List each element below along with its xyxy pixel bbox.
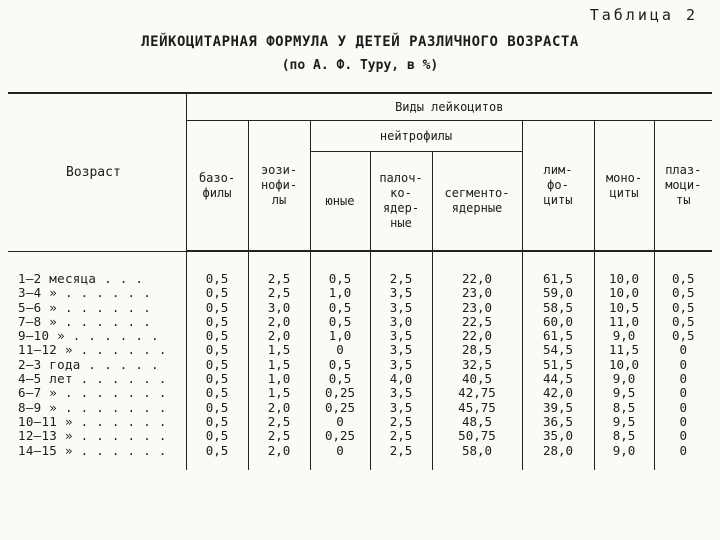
cell-band: 2,5 bbox=[370, 415, 432, 429]
cell-eosinophils: 2,5 bbox=[248, 286, 310, 300]
cell-age: 8—9 » . . . . . . . bbox=[18, 399, 167, 415]
table-subtitle: (по А. Ф. Туру, в %) bbox=[281, 58, 439, 73]
cell-segmented: 40,5 bbox=[432, 372, 522, 386]
cell-basophils: 0,5 bbox=[186, 315, 248, 329]
cell-monocytes: 11,0 bbox=[594, 315, 654, 329]
cell-young: 0,5 bbox=[310, 251, 370, 286]
cell-young: 1,0 bbox=[310, 329, 370, 343]
cell-lymphocytes: 35,0 bbox=[522, 429, 594, 443]
cell-young: 0,25 bbox=[310, 386, 370, 400]
table-row bbox=[8, 301, 712, 315]
cell-plasmocytes: 0 bbox=[654, 444, 712, 458]
cell-lymphocytes: 59,0 bbox=[522, 286, 594, 300]
table-row bbox=[8, 315, 712, 329]
cell-segmented: 45,75 bbox=[432, 401, 522, 415]
header-neutrophils: нейтрофилы bbox=[310, 121, 522, 152]
cell-basophils: 0,5 bbox=[186, 358, 248, 372]
cell-segmented: 22,5 bbox=[432, 315, 522, 329]
cell-basophils: 0,5 bbox=[186, 415, 248, 429]
cell-age: 9—10 » . . . . . . bbox=[18, 328, 159, 344]
cell-basophils: 0,5 bbox=[186, 372, 248, 386]
cell-plasmocytes: 0 bbox=[654, 343, 712, 357]
header-monocytes: моно- циты bbox=[594, 121, 654, 252]
cell-lymphocytes: 61,5 bbox=[522, 329, 594, 343]
cell-basophils: 0,5 bbox=[186, 343, 248, 357]
cell-lymphocytes: 28,0 bbox=[522, 444, 594, 458]
cell-young: 0 bbox=[310, 415, 370, 429]
cell-segmented: 28,5 bbox=[432, 343, 522, 357]
cell-band: 3,5 bbox=[370, 286, 432, 300]
cell-lymphocytes: 44,5 bbox=[522, 372, 594, 386]
cell-eosinophils: 1,0 bbox=[248, 372, 310, 386]
cell-age: 3—4 » . . . . . . bbox=[18, 285, 152, 301]
cell-monocytes: 11,5 bbox=[594, 343, 654, 357]
header-segmented: сегменто- ядерные bbox=[432, 152, 522, 252]
cell-age: 2—3 года . . . . . bbox=[18, 356, 159, 372]
cell-age: 1—2 месяца . . . bbox=[18, 270, 144, 286]
cell-young: 0,5 bbox=[310, 315, 370, 329]
cell-segmented: 23,0 bbox=[432, 301, 522, 315]
cell-monocytes: 9,5 bbox=[594, 386, 654, 400]
table-title: ЛЕЙКОЦИТАРНАЯ ФОРМУЛА У ДЕТЕЙ РАЗЛИЧНОГО ВОЗРАСТА bbox=[141, 34, 579, 50]
cell-band: 3,5 bbox=[370, 386, 432, 400]
cell-band: 3,5 bbox=[370, 401, 432, 415]
table-row bbox=[8, 251, 712, 286]
cell-basophils: 0,5 bbox=[186, 401, 248, 415]
cell-eosinophils: 2,0 bbox=[248, 315, 310, 329]
cell-basophils: 0,5 bbox=[186, 329, 248, 343]
cell-basophils: 0,5 bbox=[186, 444, 248, 458]
cell-young: 0 bbox=[310, 343, 370, 357]
cell-basophils: 0,5 bbox=[186, 429, 248, 443]
cell-monocytes: 8,5 bbox=[594, 401, 654, 415]
table-row bbox=[8, 329, 712, 343]
cell-basophils: 0,5 bbox=[186, 301, 248, 315]
cell-eosinophils: 2,5 bbox=[248, 415, 310, 429]
cell-segmented: 22,0 bbox=[432, 251, 522, 286]
cell-lymphocytes: 39,5 bbox=[522, 401, 594, 415]
cell-plasmocytes: 0,5 bbox=[654, 315, 712, 329]
cell-lymphocytes: 58,5 bbox=[522, 301, 594, 315]
cell-age: 12—13 » . . . . . . bbox=[18, 428, 167, 444]
cell-age: 4—5 лет . . . . . . bbox=[18, 371, 167, 387]
cell-young: 0,5 bbox=[310, 301, 370, 315]
cell-eosinophils: 1,5 bbox=[248, 358, 310, 372]
cell-basophils: 0,5 bbox=[186, 286, 248, 300]
cell-young: 0,25 bbox=[310, 401, 370, 415]
leukocyte-table bbox=[8, 92, 712, 470]
cell-band: 2,5 bbox=[370, 429, 432, 443]
header-lymphocytes: лим- фо- циты bbox=[522, 121, 594, 252]
cell-monocytes: 10,0 bbox=[594, 286, 654, 300]
cell-lymphocytes: 60,0 bbox=[522, 315, 594, 329]
header-age: Возраст bbox=[8, 93, 186, 251]
header-eosinophils: эози- нофи- лы bbox=[248, 121, 310, 252]
cell-monocytes: 9,0 bbox=[594, 329, 654, 343]
cell-plasmocytes: 0,5 bbox=[654, 301, 712, 315]
cell-eosinophils: 1,5 bbox=[248, 343, 310, 357]
cell-segmented: 42,75 bbox=[432, 386, 522, 400]
cell-young: 0,5 bbox=[310, 358, 370, 372]
cell-age: 6—7 » . . . . . . . bbox=[18, 385, 167, 401]
cell-young: 0 bbox=[310, 444, 370, 458]
cell-eosinophils: 2,0 bbox=[248, 444, 310, 458]
cell-segmented: 32,5 bbox=[432, 358, 522, 372]
cell-young: 0,25 bbox=[310, 429, 370, 443]
header-band: палоч- ко- ядер- ные bbox=[370, 152, 432, 252]
cell-age: 5—6 » . . . . . . bbox=[18, 299, 152, 315]
cell-monocytes: 10,0 bbox=[594, 358, 654, 372]
cell-segmented: 22,0 bbox=[432, 329, 522, 343]
cell-young: 0,5 bbox=[310, 372, 370, 386]
cell-basophils: 0,5 bbox=[186, 386, 248, 400]
table-row bbox=[8, 415, 712, 429]
cell-plasmocytes: 0,5 bbox=[654, 329, 712, 343]
cell-plasmocytes: 0,5 bbox=[654, 286, 712, 300]
header-plasmocytes: плаз- моци- ты bbox=[654, 121, 712, 252]
cell-monocytes: 8,5 bbox=[594, 429, 654, 443]
cell-plasmocytes: 0 bbox=[654, 429, 712, 443]
cell-plasmocytes: 0,5 bbox=[654, 251, 712, 286]
table-row bbox=[8, 372, 712, 386]
cell-band: 3,5 bbox=[370, 329, 432, 343]
cell-eosinophils: 2,5 bbox=[248, 251, 310, 286]
table-row bbox=[8, 401, 712, 415]
table-row bbox=[8, 386, 712, 400]
cell-age: 14—15 » . . . . . . bbox=[18, 442, 167, 458]
cell-band: 2,5 bbox=[370, 251, 432, 286]
cell-segmented: 23,0 bbox=[432, 286, 522, 300]
header-basophils: базо- филы bbox=[186, 121, 248, 252]
cell-band: 3,0 bbox=[370, 315, 432, 329]
cell-basophils: 0,5 bbox=[186, 251, 248, 286]
cell-band: 3,5 bbox=[370, 301, 432, 315]
cell-segmented: 50,75 bbox=[432, 429, 522, 443]
cell-lymphocytes: 36,5 bbox=[522, 415, 594, 429]
header-leukocyte-types: Виды лейкоцитов bbox=[186, 93, 712, 121]
cell-plasmocytes: 0 bbox=[654, 415, 712, 429]
table-row bbox=[8, 286, 712, 300]
table-row bbox=[8, 444, 712, 458]
cell-eosinophils: 1,5 bbox=[248, 386, 310, 400]
cell-band: 3,5 bbox=[370, 358, 432, 372]
table-row bbox=[8, 343, 712, 357]
cell-plasmocytes: 0 bbox=[654, 386, 712, 400]
cell-monocytes: 9,5 bbox=[594, 415, 654, 429]
table-row bbox=[8, 358, 712, 372]
cell-plasmocytes: 0 bbox=[654, 358, 712, 372]
cell-band: 2,5 bbox=[370, 444, 432, 458]
cell-eosinophils: 2,0 bbox=[248, 329, 310, 343]
cell-monocytes: 10,5 bbox=[594, 301, 654, 315]
cell-monocytes: 9,0 bbox=[594, 372, 654, 386]
cell-plasmocytes: 0 bbox=[654, 372, 712, 386]
cell-lymphocytes: 61,5 bbox=[522, 251, 594, 286]
cell-band: 4,0 bbox=[370, 372, 432, 386]
cell-lymphocytes: 51,5 bbox=[522, 358, 594, 372]
cell-eosinophils: 3,0 bbox=[248, 301, 310, 315]
cell-eosinophils: 2,5 bbox=[248, 429, 310, 443]
cell-lymphocytes: 54,5 bbox=[522, 343, 594, 357]
cell-young: 1,0 bbox=[310, 286, 370, 300]
cell-age: 10—11 » . . . . . . bbox=[18, 413, 167, 429]
header-young: юные bbox=[310, 152, 370, 252]
table-row bbox=[8, 429, 712, 443]
table-number: Таблица 2 bbox=[589, 6, 698, 24]
cell-segmented: 48,5 bbox=[432, 415, 522, 429]
cell-segmented: 58,0 bbox=[432, 444, 522, 458]
cell-lymphocytes: 42,0 bbox=[522, 386, 594, 400]
cell-plasmocytes: 0 bbox=[654, 401, 712, 415]
cell-age: 7—8 » . . . . . . bbox=[18, 313, 152, 329]
cell-band: 3,5 bbox=[370, 343, 432, 357]
cell-age: 11—12 » . . . . . . bbox=[18, 342, 167, 358]
cell-eosinophils: 2,0 bbox=[248, 401, 310, 415]
cell-monocytes: 9,0 bbox=[594, 444, 654, 458]
cell-monocytes: 10,0 bbox=[594, 251, 654, 286]
